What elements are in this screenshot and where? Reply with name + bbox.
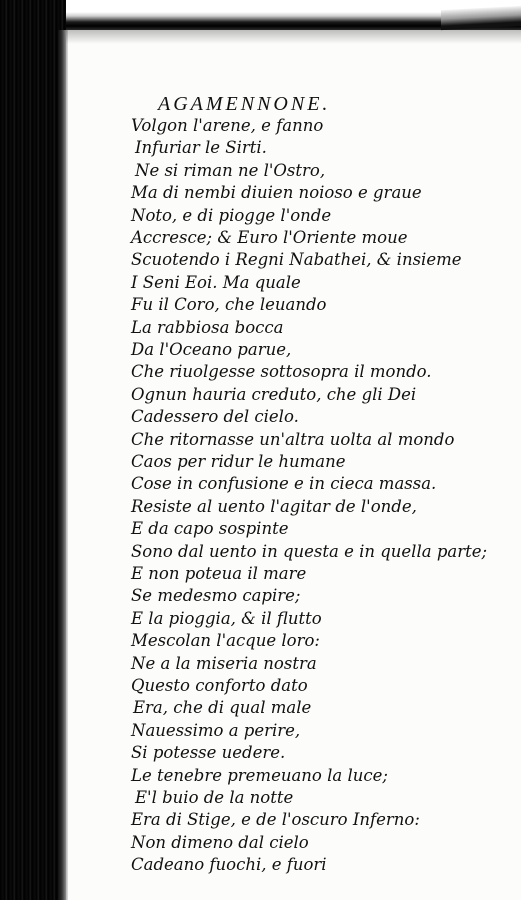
verse-line: E la pioggia, & il flutto [131, 608, 322, 628]
verse-line: E non poteua il mare [131, 564, 307, 583]
verse-line: Nauessimo a perire, [131, 720, 301, 740]
page-top-shadow [66, 30, 521, 44]
verse-line: Che riuolgesse sottosopra il mondo. [131, 362, 432, 382]
verse-line: La rabbiosa bocca [131, 317, 284, 337]
verse-line: Le tenebre premeuano la luce; [131, 765, 388, 785]
page-corner-curl [441, 6, 521, 30]
verse-line: E'l buio de la notte [135, 788, 294, 807]
verse-line: Cadessero del cielo. [131, 407, 299, 427]
verse-line: Infuriar le Sirti. [135, 138, 267, 158]
verse-line: I Seni Eoi. Ma quale [131, 272, 301, 292]
verse-line: Se medesmo capire; [131, 586, 301, 606]
verse-line: Volgon l'arene, e fanno [131, 116, 324, 135]
verse-line: Ne a la miseria nostra [131, 653, 317, 673]
verse-line: Era di Stige, e de l'oscuro Inferno: [131, 810, 420, 830]
verse-line: Fu il Coro, che leuando [131, 295, 327, 315]
verse-line: E da capo sospinte [131, 519, 289, 539]
verse-line: Caos per ridur le humane [131, 452, 346, 471]
verse-line: Noto, e di piogge l'onde [131, 205, 332, 225]
verse-line: Non dimeno dal cielo [131, 832, 309, 852]
verse-line: Accresce; & Euro l'Oriente moue [131, 228, 408, 247]
verse-line: Ma di nembi diuien noioso e graue [131, 183, 422, 203]
verse-line: Sono dal uento in questa e in quella parte; [131, 541, 488, 561]
verse-line: Ognun hauria creduto, che gli Dei [131, 384, 417, 404]
verse-line: Da l'Oceano parue, [131, 340, 292, 359]
binding-edge-shade [58, 30, 68, 900]
verse-line: Mescolan l'acque loro: [131, 631, 320, 651]
speaker-heading: AGAMENNONE. [158, 93, 331, 115]
verse-line: Si potesse uedere. [131, 743, 286, 763]
book-binding-gutter [0, 0, 66, 900]
verse-line: Scuotendo i Regni Nabathei, & insieme [131, 250, 462, 270]
verse-line: Resiste al uento l'agitar de l'onde, [131, 496, 417, 516]
verse-line: Questo conforto dato [131, 676, 308, 695]
verse-line: Cadeano fuochi, e fuori [131, 855, 327, 875]
verse-line: Che ritornasse un'altra uolta al mondo [131, 429, 455, 449]
verse-line: Era, che di qual male [133, 698, 312, 718]
verse-line: Ne si riman ne l'Ostro, [135, 160, 326, 180]
verse-line: Cose in confusione e in cieca massa. [131, 474, 437, 494]
